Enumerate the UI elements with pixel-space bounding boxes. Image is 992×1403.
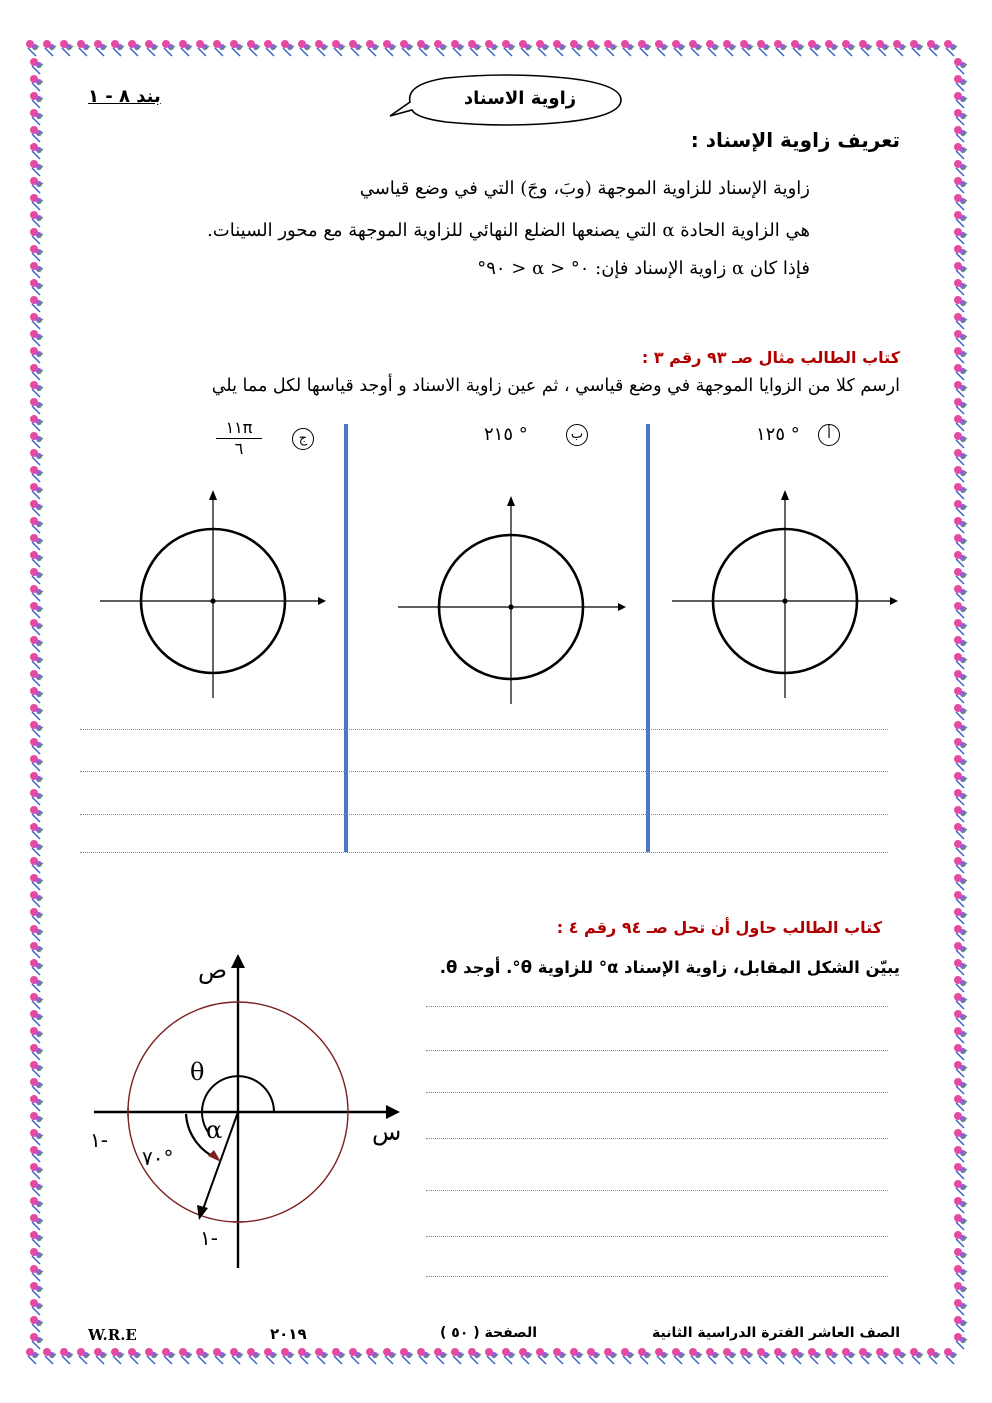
item-b-angle: ٢١٥ °: [484, 424, 528, 445]
definition-line-1: [360, 180, 810, 198]
footer-course-text: الصف العاشر الفترة الدراسية الثانية: [652, 1325, 900, 1341]
exercise-line-6: [426, 1236, 888, 1237]
figure-angle-label: [142, 1146, 173, 1170]
definition-heading-text: تعريف زاوية الإسناد :: [690, 128, 900, 152]
footer-year-text: ٢٠١٩: [270, 1325, 307, 1343]
item-c-fraction: [216, 418, 262, 458]
exercise-instruction-text: يبيّن الشكل المقابل، زاوية الإسناد α° للزاوية θ°. أوجد θ.: [439, 958, 900, 977]
definition-line-3-text: فإذا كان α زاوية الإسناد فإن: ٠° < α < ٩٠°: [477, 258, 810, 279]
exercise-line-3: [426, 1092, 888, 1093]
circle-diagram-b: [396, 492, 636, 722]
example-instruction: [212, 376, 900, 396]
column-divider-1: [344, 424, 348, 852]
section-number-text: بند ٨ - ١: [88, 86, 161, 107]
figure-y-label-text: ص: [198, 956, 228, 984]
exercise-line-1: [426, 1006, 888, 1007]
footer-course: [652, 1325, 900, 1341]
example-instruction-text: ارسم كلا من الزوايا الموجهة في وضع قياسي ، ثم عين زاوية الاسناد و أوجد قياسها لكل مما يلي: [211, 376, 900, 396]
exercise-instruction: [440, 958, 900, 977]
definition-line-1-text: زاوية الإسناد للزاوية الموجهة (وبَ، وجَ) التي في وضع قياسي: [359, 178, 810, 199]
figure-x-label: [372, 1118, 401, 1146]
figure-x-label-text: س: [372, 1118, 402, 1146]
item-a-letter: أ: [827, 427, 831, 442]
circle-diagram-a: [670, 486, 910, 716]
exercise-line-5: [426, 1190, 888, 1191]
definition-line-3: [477, 260, 810, 278]
section-number: [88, 86, 161, 107]
answer-line-1: [80, 729, 888, 730]
figure-alpha-label: [206, 1116, 222, 1144]
footer-left: [88, 1326, 137, 1344]
exercise-line-7: [426, 1276, 888, 1277]
page-title: [440, 88, 600, 109]
answer-line-2: [80, 771, 888, 772]
exercise-line-4: [426, 1138, 888, 1139]
figure-neg-one-y: [200, 1226, 218, 1250]
reference-angle-figure: [80, 950, 410, 1280]
figure-neg-one-x: [90, 1128, 108, 1152]
example-reference-text: كتاب الطالب مثال صـ ٩٣ رقم ٣ :: [641, 348, 900, 367]
item-c-label: [210, 418, 330, 468]
figure-neg-one-y-text: ١-: [200, 1226, 218, 1250]
figure-alpha-text: α: [206, 1116, 223, 1144]
answer-line-4: [80, 852, 888, 853]
item-c-numerator: ١١π: [225, 418, 253, 437]
column-divider-2: [646, 424, 650, 852]
item-c-denominator: ٦: [234, 439, 244, 458]
answer-line-3: [80, 814, 888, 815]
footer-page: [440, 1325, 537, 1341]
item-b-letter: ب: [570, 427, 584, 442]
exercise-reference: [557, 918, 882, 937]
figure-neg-one-x-text: ١-: [90, 1128, 108, 1152]
example-reference: [642, 348, 900, 367]
figure-y-label: [198, 956, 227, 984]
footer-year: [270, 1325, 307, 1343]
footer-page-text: الصفحة ( ٥٠ ): [440, 1325, 538, 1341]
figure-theta-text: θ: [190, 1058, 205, 1086]
definition-line-2: [207, 222, 810, 240]
figure-angle-text: ٧٠°: [142, 1146, 174, 1170]
item-a-angle: ١٢٥ °: [756, 424, 800, 445]
definition-line-2-text: هي الزاوية الحادة α التي يصنعها الضلع النهائي للزاوية الموجهة مع محور السينات.: [207, 220, 810, 241]
exercise-line-2: [426, 1050, 888, 1051]
page-title-text: زاوية الاسناد: [463, 88, 577, 109]
figure-theta-label: [190, 1058, 204, 1086]
definition-heading: [691, 128, 900, 152]
footer-left-text: W.R.E: [88, 1326, 137, 1344]
item-b-label: [484, 422, 594, 448]
item-c-letter: ج: [298, 431, 308, 446]
item-a-label: [756, 422, 846, 448]
exercise-reference-text: كتاب الطالب حاول أن تحل صـ ٩٤ رقم ٤ :: [556, 918, 882, 937]
circle-diagram-c: [98, 486, 338, 716]
